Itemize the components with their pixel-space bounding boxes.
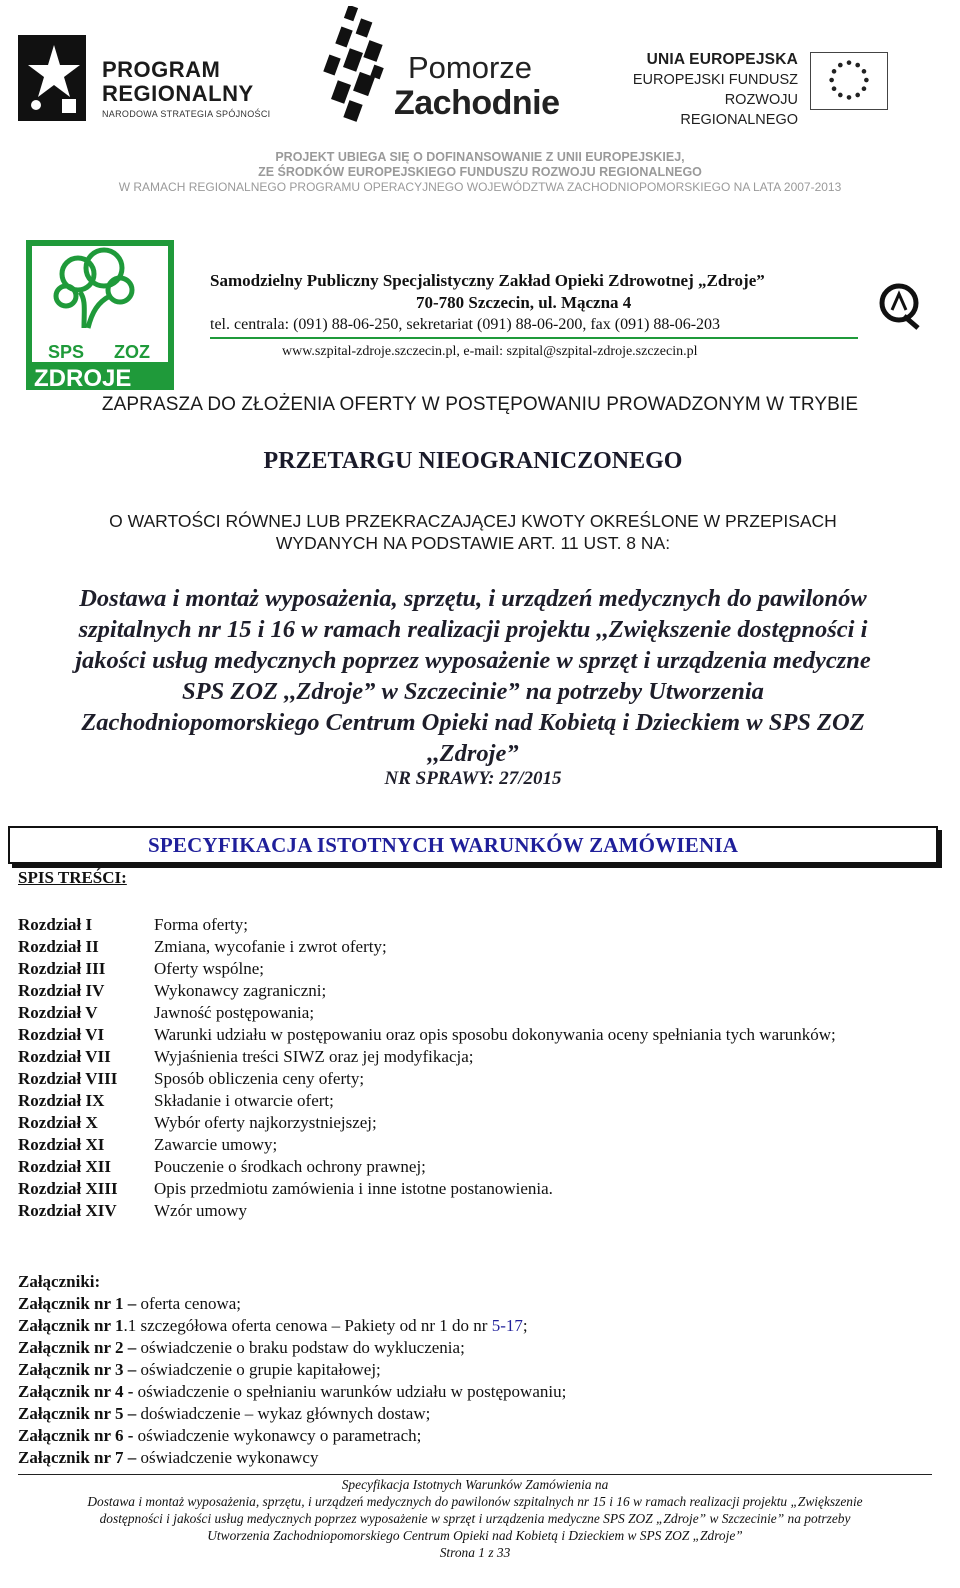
project-line1: PROJEKT UBIEGA SIĘ O DOFINANSOWANIE Z UNII EUROPEJSKIEJ, bbox=[275, 150, 685, 164]
page-number: Strona 1 z 33 bbox=[439, 1545, 511, 1560]
hospital-web-email: www.szpital-zdroje.szczecin.pl, e-mail: szpital@szpital-zdroje.szczecin.pl bbox=[282, 344, 698, 359]
pomorze-zachodnie-logo bbox=[316, 6, 560, 126]
contract-subject bbox=[20, 583, 926, 769]
attachment-desc: doświadczenie – wykaz głównych dostaw; bbox=[140, 1404, 431, 1423]
toc-title-item: Zawarcie umowy; bbox=[154, 1135, 278, 1154]
attachment-row bbox=[18, 1403, 918, 1425]
hospital-logo-line2: ZOZ bbox=[114, 342, 150, 362]
pomorze-zachodnie-line1: Pomorze bbox=[408, 50, 533, 85]
toc-title-item: Jawność postępowania; bbox=[154, 1003, 315, 1022]
toc-row bbox=[18, 1134, 918, 1156]
footer-line1: Specyfikacja Istotnych Warunków Zamówienia na bbox=[341, 1477, 609, 1492]
tender-type: PRZETARGU NIEOGRANICZONEGO bbox=[263, 448, 683, 474]
value-line1: O WARTOŚCI RÓWNEJ LUB PRZEKRACZAJĄCEJ KWOTY OKREŚLONE W PRZEPISACH bbox=[109, 511, 837, 531]
toc-title-item: Wybór oferty najkorzystniejszej; bbox=[154, 1113, 377, 1132]
toc-chapter: Rozdział VI bbox=[18, 1025, 105, 1044]
toc-title-item: Pouczenie o środkach ochrony prawnej; bbox=[154, 1157, 426, 1176]
toc-chapter: Rozdział XII bbox=[18, 1157, 112, 1176]
attachment-sep: – bbox=[123, 1338, 141, 1357]
attachment-desc: oferta cenowa; bbox=[140, 1294, 242, 1313]
toc-title-item: Składanie i otwarcie ofert; bbox=[154, 1091, 334, 1110]
hospital-address-block bbox=[210, 270, 860, 362]
siwz-banner bbox=[8, 826, 938, 864]
unia-europejska-text bbox=[604, 50, 798, 130]
footer-line3: dostępności i jakości usług medycznych poprzez wyposażenie w sprzęt i urządzenia medyczne SPS ZOZ „Zdroje” w Szczecinie” na potrzeby bbox=[99, 1511, 851, 1526]
quality-q-icon bbox=[878, 282, 922, 330]
pomorze-zachodnie-line2: Zachodnie bbox=[394, 84, 560, 122]
value-line2: WYDANYCH NA PODSTAWIE ART. 11 UST. 8 NA: bbox=[275, 533, 671, 553]
program-regionalny-logo bbox=[18, 35, 271, 125]
logo-row bbox=[0, 0, 960, 130]
subject-line: SPS ZOZ ,,Zdroje” w Szczecinie” na potrzeby Utworzenia bbox=[182, 678, 764, 705]
footer-line2: Dostawa i montaż wyposażenia, sprzętu, i urządzeń medycznych do pawilonów szpitalnych nr 15 i 16 w ramach realizacji projektu „Zwiększenie bbox=[87, 1494, 863, 1509]
invitation-text: ZAPRASZA DO ZŁOŻENIA OFERTY W POSTĘPOWANIU PROWADZONYM W TRYBIE bbox=[101, 394, 859, 415]
attachment-row bbox=[18, 1425, 918, 1447]
attachment-sep: - bbox=[123, 1382, 138, 1401]
subject-line: ,,Zdroje” bbox=[427, 740, 519, 767]
unia-europejska-logo bbox=[604, 50, 894, 128]
unia-europejska-line2: EUROPEJSKI FUNDUSZ bbox=[632, 72, 798, 88]
unia-europejska-line1: UNIA EUROPEJSKA bbox=[646, 51, 798, 68]
pixel-mosaic-icon bbox=[316, 6, 388, 122]
toc-chapter: Rozdział VII bbox=[18, 1047, 111, 1066]
toc-row bbox=[18, 936, 918, 958]
attachment-desc: szczegółowa oferta cenowa – Pakiety od nr 1 do nr bbox=[140, 1316, 492, 1335]
footer-divider bbox=[18, 1474, 932, 1475]
siwz-banner-title: SPECYFIKACJA ISTOTNYCH WARUNKÓW ZAMÓWIENIA bbox=[148, 833, 739, 857]
toc-title: SPIS TREŚCI: bbox=[18, 868, 127, 887]
toc-row bbox=[18, 1002, 918, 1024]
attachment-row bbox=[18, 1293, 918, 1315]
attachment-row bbox=[18, 1381, 918, 1403]
star-figure-icon bbox=[18, 35, 86, 121]
toc-row bbox=[18, 1090, 918, 1112]
attachment-sep: .1 bbox=[123, 1316, 141, 1335]
hospital-logo-line1: SPS bbox=[48, 342, 85, 362]
project-funding-notice bbox=[0, 150, 960, 195]
attachment-row bbox=[18, 1337, 918, 1359]
subject-line: Dostawa i montaż wyposażenia, sprzętu, i urządzeń medycznych do pawilonów bbox=[79, 585, 867, 612]
attachment-desc: oświadczenie o spełnianiu warunków udziału w postępowaniu; bbox=[137, 1382, 567, 1401]
attachment-sep: – bbox=[123, 1404, 141, 1423]
attachment-label: Załącznik nr 1 bbox=[18, 1294, 124, 1313]
toc-row bbox=[18, 980, 918, 1002]
project-line2: ZE ŚRODKÓW EUROPEJSKIEGO FUNDUSZU ROZWOJU REGIONALNEGO bbox=[258, 165, 702, 179]
toc-row bbox=[18, 1178, 918, 1200]
toc-chapter: Rozdział XI bbox=[18, 1135, 105, 1154]
toc-row bbox=[18, 1068, 918, 1090]
attachment-sep: – bbox=[123, 1360, 141, 1379]
toc-chapter: Rozdział V bbox=[18, 1003, 98, 1022]
toc-row bbox=[18, 1024, 918, 1046]
attachment-tail: ; bbox=[522, 1316, 528, 1335]
toc-title-item: Sposób obliczenia ceny oferty; bbox=[154, 1069, 365, 1088]
subject-line: szpitalnych nr 15 i 16 w ramach realizacji projektu ,,Zwiększenie dostępności i bbox=[78, 616, 868, 643]
unia-europejska-line3: ROZWOJU REGIONALNEGO bbox=[680, 92, 798, 128]
attachments-title: Załączniki: bbox=[18, 1272, 101, 1291]
page-footer bbox=[18, 1476, 932, 1561]
attachment-label: Załącznik nr 5 bbox=[18, 1404, 124, 1423]
attachment-sep: - bbox=[123, 1426, 138, 1445]
project-line3: W RAMACH REGIONALNEGO PROGRAMU OPERACYJNEGO WOJEWÓDZTWA ZACHODNIOPOMORSKIEGO NA LATA 2007-2013 bbox=[118, 180, 842, 194]
program-regionalny-line1: PROGRAM bbox=[102, 57, 221, 82]
toc-title-item: Zmiana, wycofanie i zwrot oferty; bbox=[154, 937, 387, 956]
table-of-contents bbox=[18, 914, 918, 1222]
toc-title-item: Opis przedmiotu zamówienia i inne istotne postanowienia. bbox=[154, 1179, 553, 1198]
attachment-row bbox=[18, 1359, 918, 1381]
toc-title-item: Wzór umowy bbox=[154, 1201, 248, 1220]
footer-line4: Utworzenia Zachodniopomorskiego Centrum Opieki nad Kobietą i Dzieckiem w SPS ZOZ „Zdroje” bbox=[207, 1528, 743, 1543]
toc-row bbox=[18, 1156, 918, 1178]
hospital-logo-line3: ZDROJE bbox=[34, 365, 132, 392]
toc-row bbox=[18, 1046, 918, 1068]
attachment-desc: oświadczenie o grupie kapitałowej; bbox=[140, 1360, 381, 1379]
toc-chapter: Rozdział III bbox=[18, 959, 106, 978]
toc-title-item: Warunki udziału w postępowaniu oraz opis sposobu dokonywania oceny spełniania tych warunków; bbox=[154, 1025, 836, 1044]
hospital-phones: tel. centrala: (091) 88-06-250, sekretariat (091) 88-06-200, fax (091) 88-06-203 bbox=[210, 316, 721, 333]
attachment-sep: – bbox=[123, 1448, 141, 1467]
subject-line: jakości usług medycznych poprzez wyposażenie w sprzęt i urządzenia medyczne bbox=[75, 647, 871, 674]
toc-row bbox=[18, 1112, 918, 1134]
attachments-list bbox=[18, 1293, 918, 1469]
green-divider bbox=[210, 337, 858, 339]
program-regionalny-line3: NARODOWA STRATEGIA SPÓJNOŚCI bbox=[102, 109, 271, 119]
attachment-desc: oświadczenie wykonawcy o parametrach; bbox=[137, 1426, 422, 1445]
toc-row bbox=[18, 914, 918, 936]
attachment-sep: – bbox=[123, 1294, 141, 1313]
toc-chapter: Rozdział VIII bbox=[18, 1069, 118, 1088]
toc-row bbox=[18, 1200, 918, 1222]
attachment-desc: oświadczenie wykonawcy bbox=[140, 1448, 319, 1467]
attachment-desc: oświadczenie o braku podstaw do wykluczenia; bbox=[140, 1338, 465, 1357]
value-clause bbox=[20, 510, 926, 554]
attachment-label: Załącznik nr 3 bbox=[18, 1360, 124, 1379]
case-number: NR SPRAWY: 27/2015 bbox=[384, 768, 562, 789]
toc-chapter: Rozdział X bbox=[18, 1113, 98, 1132]
toc-chapter: Rozdział XIV bbox=[18, 1201, 117, 1220]
toc-title-item: Wyjaśnienia treści SIWZ oraz jej modyfikacja; bbox=[154, 1047, 474, 1066]
eu-flag-icon bbox=[810, 52, 888, 110]
attachment-highlight: 5-17 bbox=[491, 1316, 523, 1335]
toc-chapter: Rozdział IX bbox=[18, 1091, 105, 1110]
attachment-label: Załącznik nr 1 bbox=[18, 1316, 124, 1335]
toc-title-item: Wykonawcy zagraniczni; bbox=[154, 981, 327, 1000]
toc-row bbox=[18, 958, 918, 980]
hospital-address: 70-780 Szczecin, ul. Mączna 4 bbox=[416, 293, 632, 312]
attachment-row bbox=[18, 1447, 918, 1469]
toc-chapter: Rozdział IV bbox=[18, 981, 105, 1000]
sps-zoz-zdroje-logo bbox=[26, 240, 182, 392]
toc-title-item: Oferty wspólne; bbox=[154, 959, 265, 978]
attachment-label: Załącznik nr 6 bbox=[18, 1426, 124, 1445]
subject-line: Zachodniopomorskiego Centrum Opieki nad Kobietą i Dzieckiem w SPS ZOZ bbox=[81, 709, 865, 736]
toc-chapter: Rozdział XIII bbox=[18, 1179, 118, 1198]
toc-chapter: Rozdział II bbox=[18, 937, 99, 956]
tree-icon bbox=[26, 240, 182, 392]
attachment-row bbox=[18, 1315, 918, 1337]
toc-chapter: Rozdział I bbox=[18, 915, 93, 934]
attachment-label: Załącznik nr 4 bbox=[18, 1382, 124, 1401]
toc-title-item: Forma oferty; bbox=[154, 915, 248, 934]
attachment-label: Załącznik nr 2 bbox=[18, 1338, 124, 1357]
attachment-label: Załącznik nr 7 bbox=[18, 1448, 124, 1467]
hospital-name: Samodzielny Publiczny Specjalistyczny Zakład Opieki Zdrowotnej „Zdroje” bbox=[210, 271, 765, 290]
program-regionalny-line2: REGIONALNY bbox=[102, 81, 254, 106]
